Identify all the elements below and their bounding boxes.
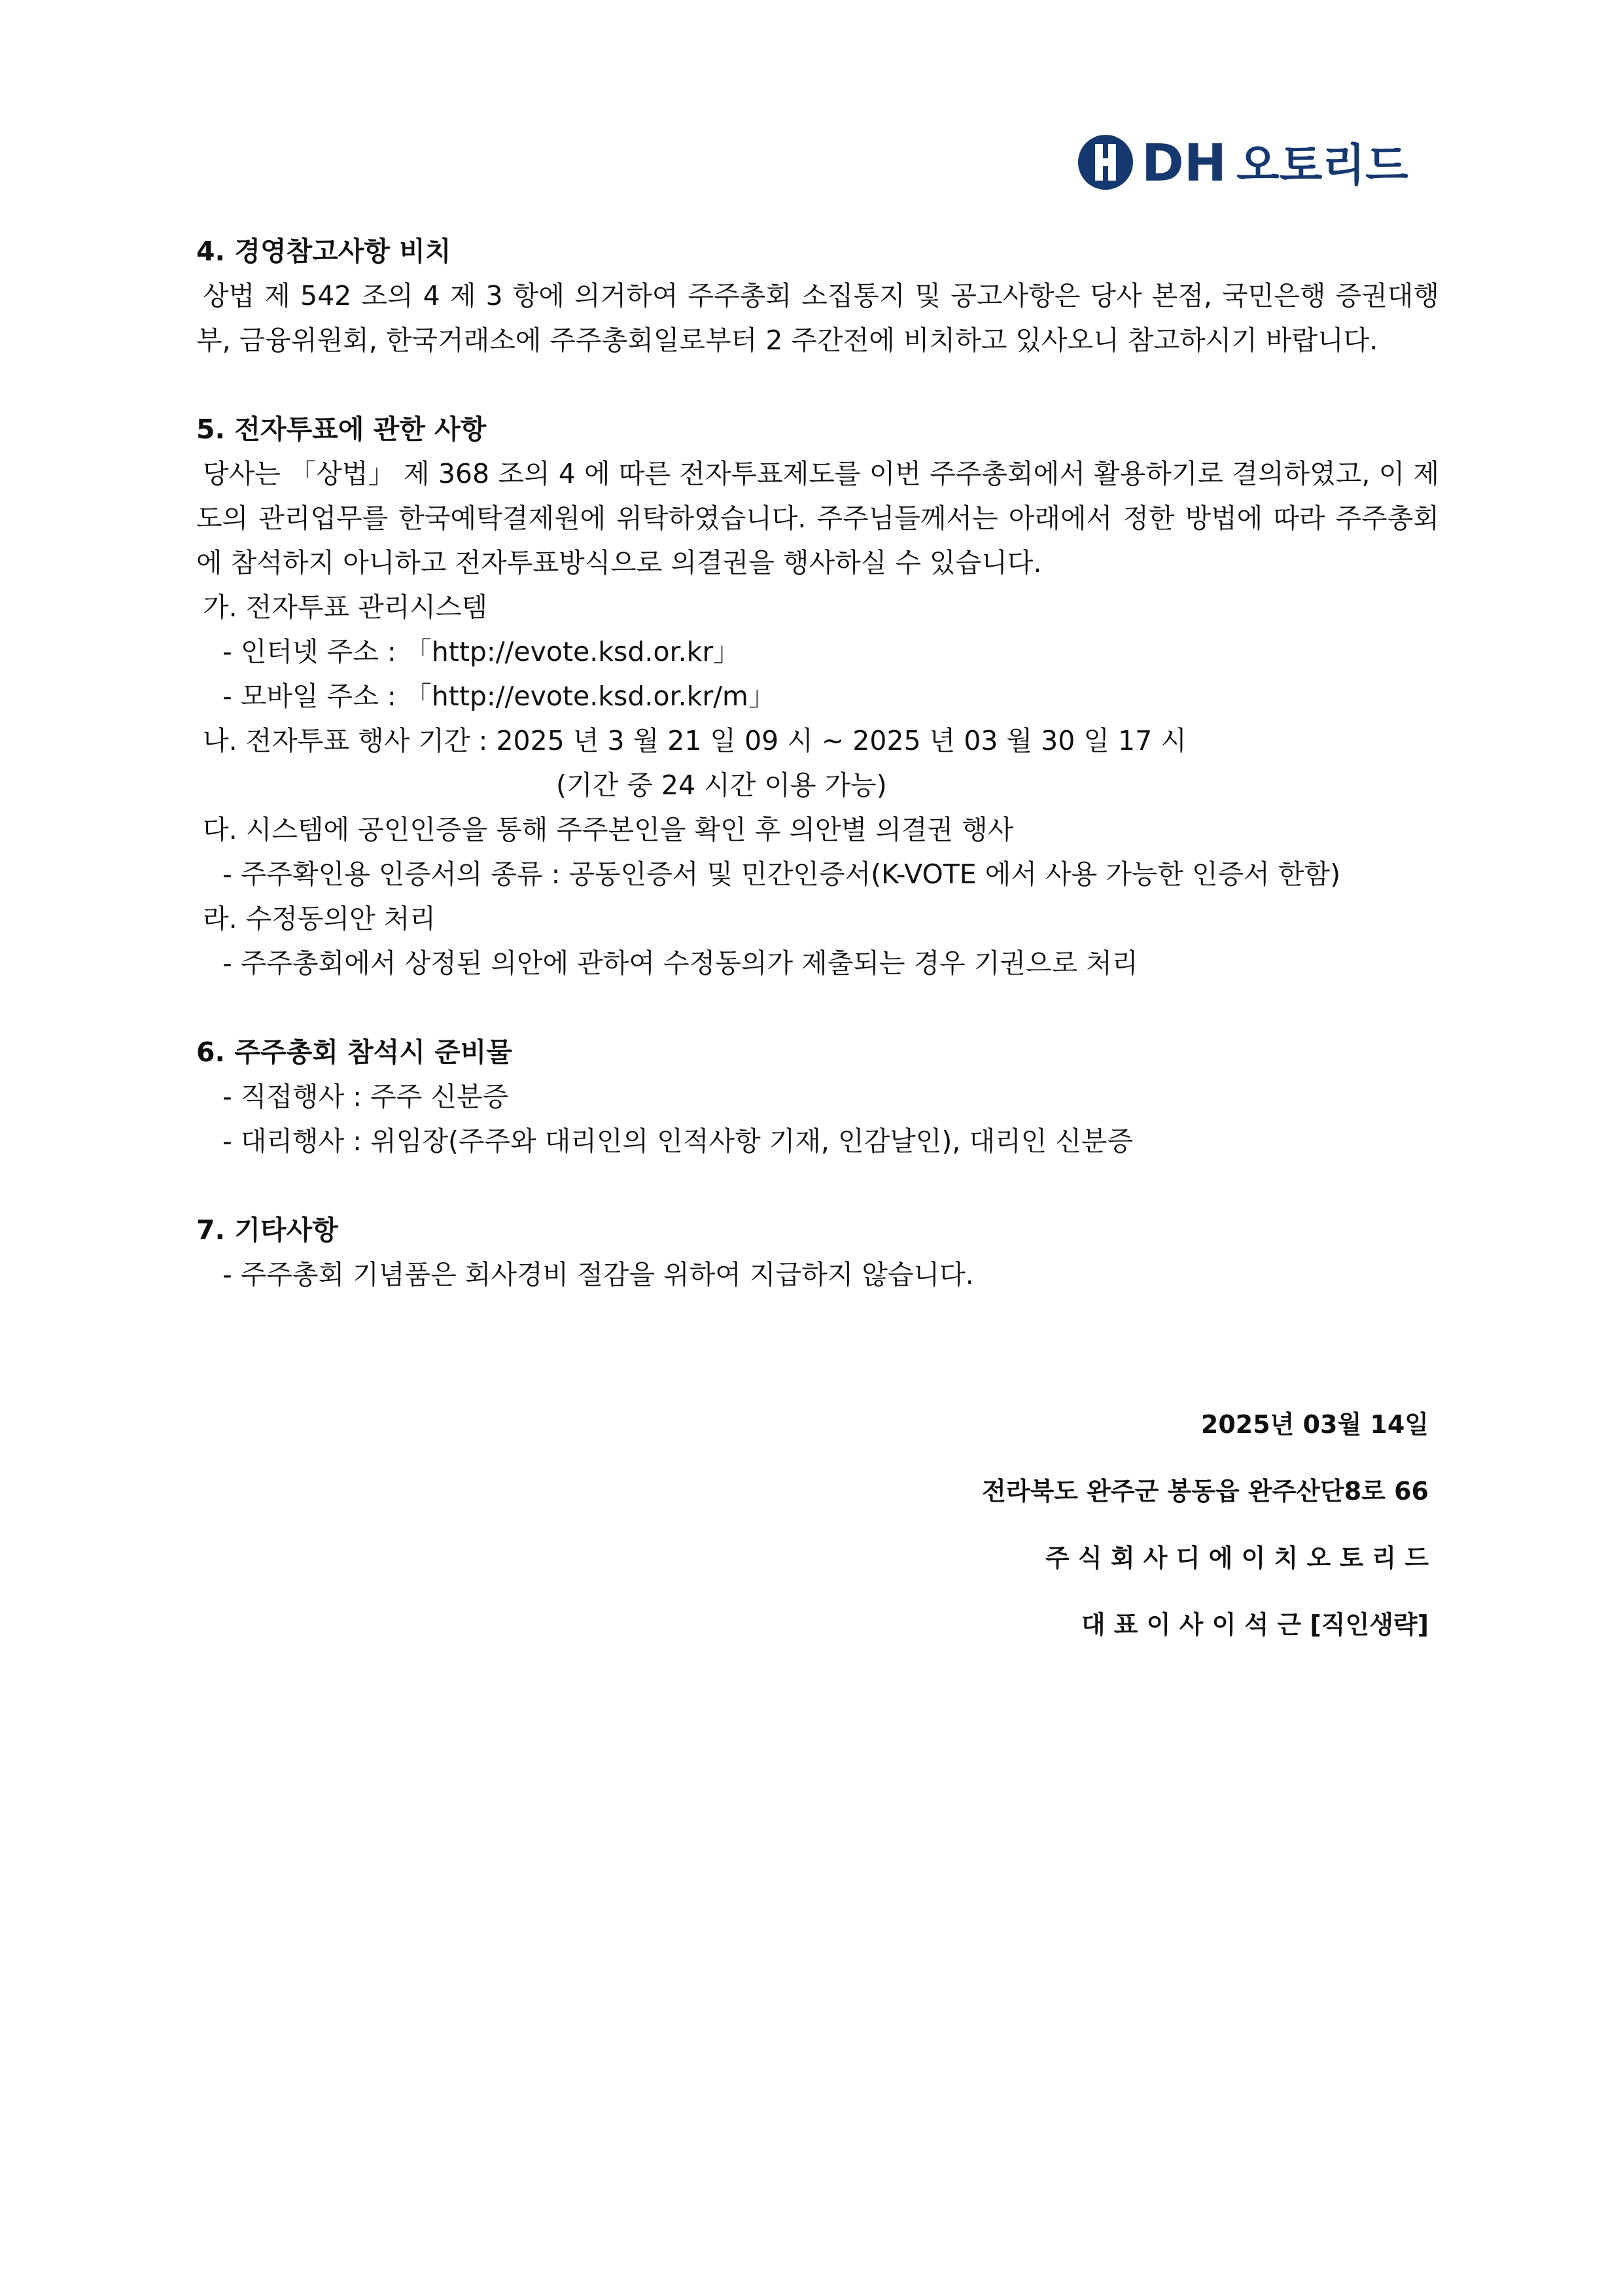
section-5-item-ra: 라. 수정동의안 처리 (203, 903, 436, 934)
section-5-title: 5. 전자투표에 관한 사항 (196, 414, 487, 445)
section-5-body: 당사는 「상법」 제 368 조의 4 에 따른 전자투표제도를 이번 주주총회에서 활용하기로 결의하였고, 이 제도의 관리업무를 한국예탁결제원에 위탁하였습니다. 주주님들께서는 아래에서 정한 방법에 따라 주주총회에 참석하지 아니하고 전자투표방식으로 의결권을 행사하실 수 있습니다. (196, 458, 1439, 578)
section-5-item-na-note: (기간 중 24 시간 이용 가능) (556, 769, 887, 801)
section-7-item-gift: - 주주총회 기념품은 회사경비 절감을 위하여 지급하지 않습니다. (222, 1259, 974, 1290)
signature-date: 2025년 03월 14일 (1200, 1410, 1429, 1439)
section-5-item-ga-internet: - 인터넷 주소 : 「http://evote.ksd.or.kr」 (222, 636, 741, 667)
logo-bar-left (1095, 144, 1103, 181)
logo-text-dh: DH (1142, 134, 1227, 193)
logo-bar-mid (1103, 158, 1108, 166)
section-6-item-proxy: - 대리행사 : 위임장(주주와 대리인의 인적사항 기재, 인감날인), 대리인 신분증 (222, 1125, 1134, 1157)
logo-text-kor: 오토리드 (1236, 140, 1408, 192)
signature-ceo: 대 표 이 사 이 석 근 [직인생략] (1081, 1610, 1429, 1639)
section-6-item-direct: - 직접행사 : 주주 신분증 (222, 1081, 509, 1112)
section-4-body: 상법 제 542 조의 4 제 3 항에 의거하여 주주총회 소집통지 및 공고사항은 당사 본점, 국민은행 증권대행부, 금융위원회, 한국거래소에 주주총회일로부터 2 주간전에 비치하고 있사오니 참고하시기 바랍니다. (196, 280, 1439, 356)
logo-bar-right (1108, 144, 1116, 181)
section-5-item-da: 다. 시스템에 공인인증을 통해 주주본인을 확인 후 의안별 의결권 행사 (203, 814, 1014, 845)
section-4-title: 4. 경영참고사항 비치 (196, 236, 451, 267)
dh-logo-icon (1073, 130, 1426, 195)
section-6-title: 6. 주주총회 참석시 준비물 (196, 1036, 512, 1068)
section-5-item-ra-detail: - 주주총회에서 상정된 의안에 관하여 수정동의가 제출되는 경우 기권으로 처리 (222, 947, 1138, 979)
document-body (196, 229, 1439, 1297)
section-7-title: 7. 기타사항 (196, 1214, 338, 1246)
company-logo (1073, 130, 1426, 195)
section-5-item-ga-mobile: - 모바일 주소 : 「http://evote.ksd.or.kr/m」 (222, 680, 776, 712)
section-5-item-da-cert: - 주주확인용 인증서의 종류 : 공동인증서 및 민간인증서(K-VOTE 에서 사용 가능한 인증서 한함) (222, 858, 1341, 890)
signature-address: 전라북도 완주군 봉동읍 완주산단8로 66 (982, 1477, 1429, 1506)
section-5-item-na: 나. 전자투표 행사 기간 : 2025 년 3 월 21 일 09 시 ~ 2025 년 03 월 30 일 17 시 (203, 725, 1187, 756)
signature-company: 주 식 회 사 디 에 이 치 오 토 리 드 (1045, 1544, 1429, 1572)
section-5-item-ga: 가. 전자투표 관리시스템 (203, 592, 488, 623)
